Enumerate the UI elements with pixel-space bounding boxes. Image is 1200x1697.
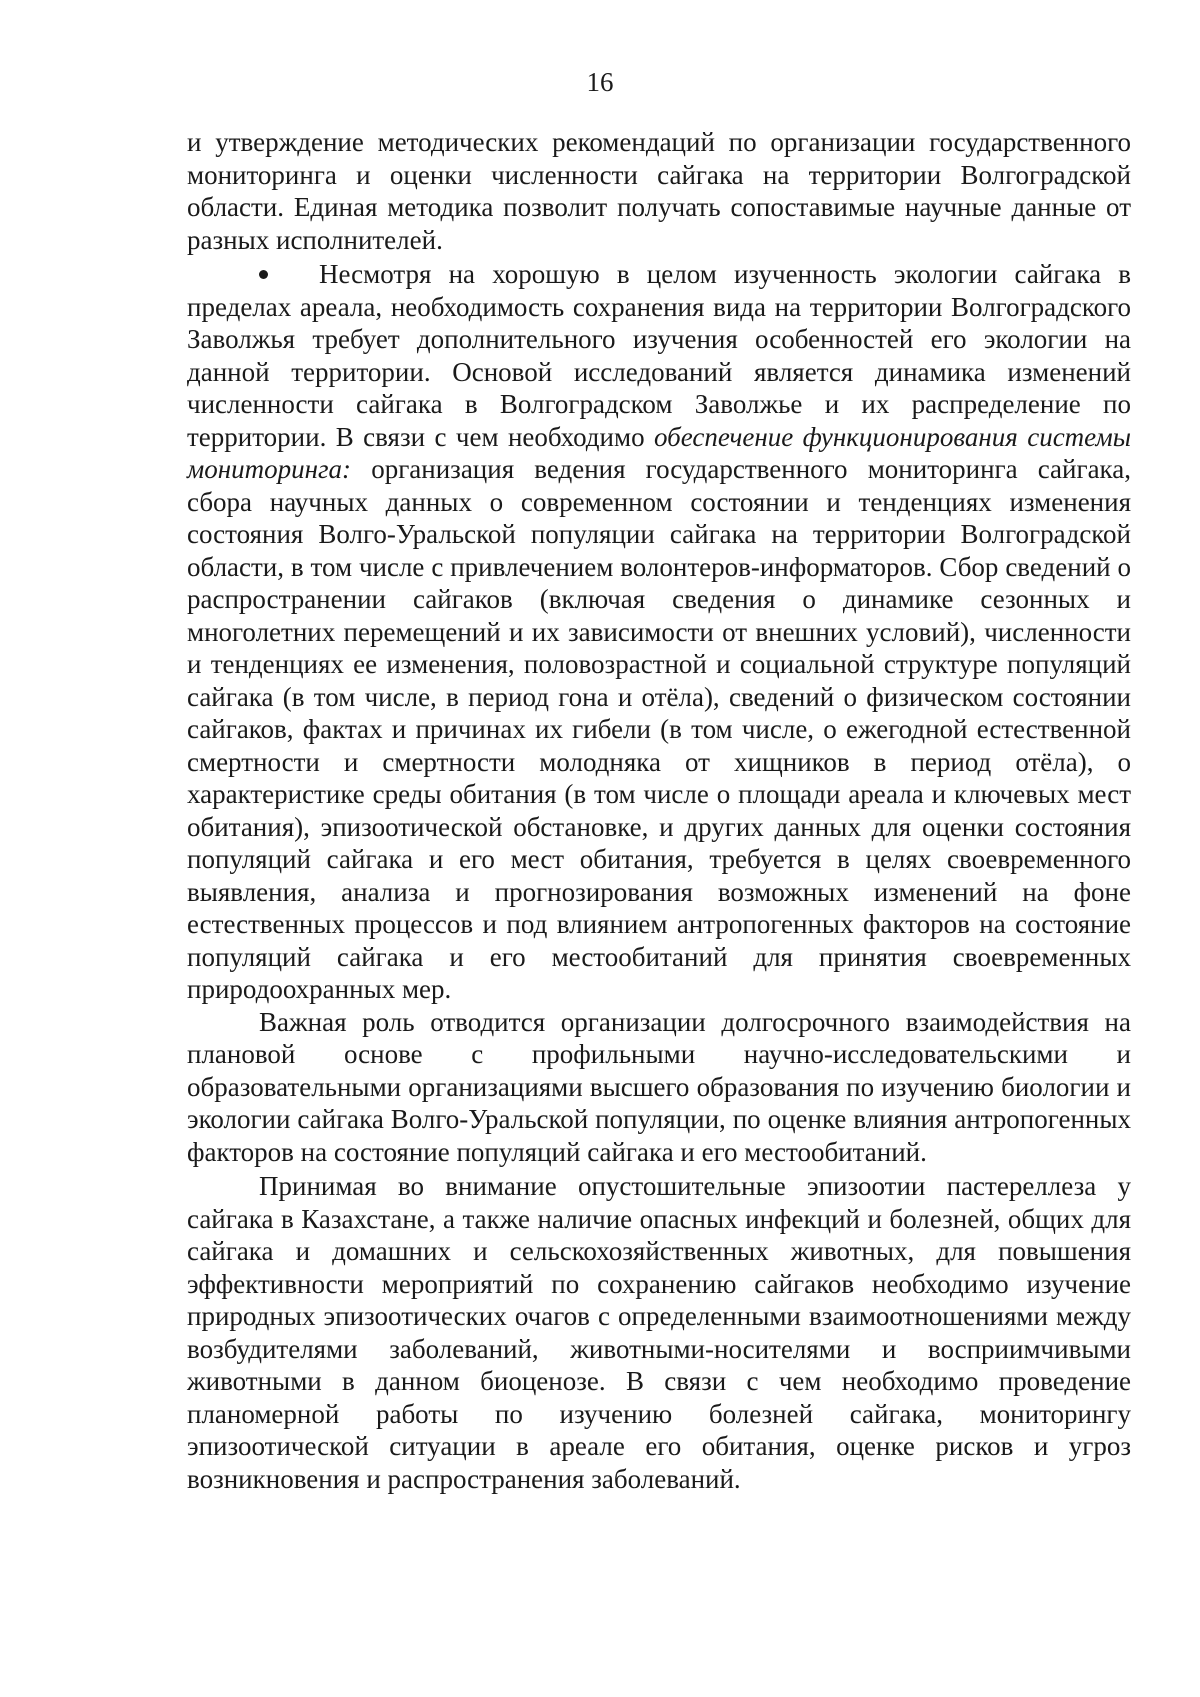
- bullet-marker: [187, 258, 319, 291]
- page-number: 16: [586, 67, 614, 97]
- paragraph-cooperation: Важная роль отводится организации долгосрочного взаимодействия на плановой основе с профильными научно-исследовательскими и образовательными организациями высшего образования по изучению биологии и экологии сайгака Волго-Уральской популяции, по оценке влияния антропогенных факторов на состояние популяций сайгака и его местообитаний.: [187, 1006, 1131, 1167]
- bullet-text-intro: Несмотря на хорошую в целом изученность экологии сайгака в пределах ареала, необходимость сохранения вида на территории Волгоградского Заволжья требует дополнительного изучения особенностей его экологии на данной территории. Основой исследований является динамика изменений численности сайгака в Волгоградском Заволжье и их распределение по территории. В связи с чем необходимо: [187, 259, 1131, 452]
- bullet-dot-icon: [259, 270, 268, 279]
- bullet-text-rest: организация ведения государственного мониторинга сайгака, сбора научных данных о современном состоянии и тенденциях изменения состояния Волго-Уральской популяции сайгака на территории Волгоградской области, в том числе с привлечением волонтеров-информаторов. Сбор сведений о распространении сайгаков (включая сведения о динамике сезонных и многолетних перемещений и их зависимости от внешних условий), численности и тенденциях ее изменения, половозрастной и социальной структуре популяций сайгака (в том числе, в период гона и отёла), сведений о физическом состоянии сайгаков, фактах и причинах их гибели (в том числе, о ежегодной естественной смертности и смертности молодняка от хищников в период отёла), о характеристике среды обитания (в том числе о площади ареала и ключевых мест обитания), эпизоотической обстановке, и других данных для оценки состояния популяций сайгака и его мест обитания, требуется в целях своевременного выявления, анализа и прогнозирования возможных изменений на фоне естественных процессов и под влиянием антропогенных факторов на состояние популяций сайгака и его местообитаний для принятия своевременных природоохранных мер.: [187, 454, 1131, 1004]
- document-body: [187, 126, 1131, 1495]
- bullet-text-emphasis: обеспечение функционирования системы мониторинга:: [187, 421, 1132, 484]
- paragraph-continuation: и утверждение методических рекомендаций по организации государственного мониторинга и оценки численности сайгака на территории Волгоградской области. Единая методика позволит получать сопоставимые научные данные от разных исполнителей.: [187, 127, 1131, 255]
- paragraph-epizootics: Принимая во внимание опустошительные эпизоотии пастереллеза у сайгака в Казахстане, а также наличие опасных инфекций и болезней, общих для сайгака и домашних и сельскохозяйственных животных, для повышения эффективности мероприятий по сохранению сайгаков необходимо изучение природных эпизоотических очагов с определенными взаимоотношениями между возбудителями заболеваний, животными-носителями и восприимчивыми животными в данном биоценозе. В связи с чем необходимо проведение планомерной работы по изучению болезней сайгака, мониторингу эпизоотической ситуации в ареале его обитания, оценке рисков и угроз возникновения и распространения заболеваний.: [187, 1171, 1131, 1494]
- bullet-paragraph: [187, 258, 1131, 1006]
